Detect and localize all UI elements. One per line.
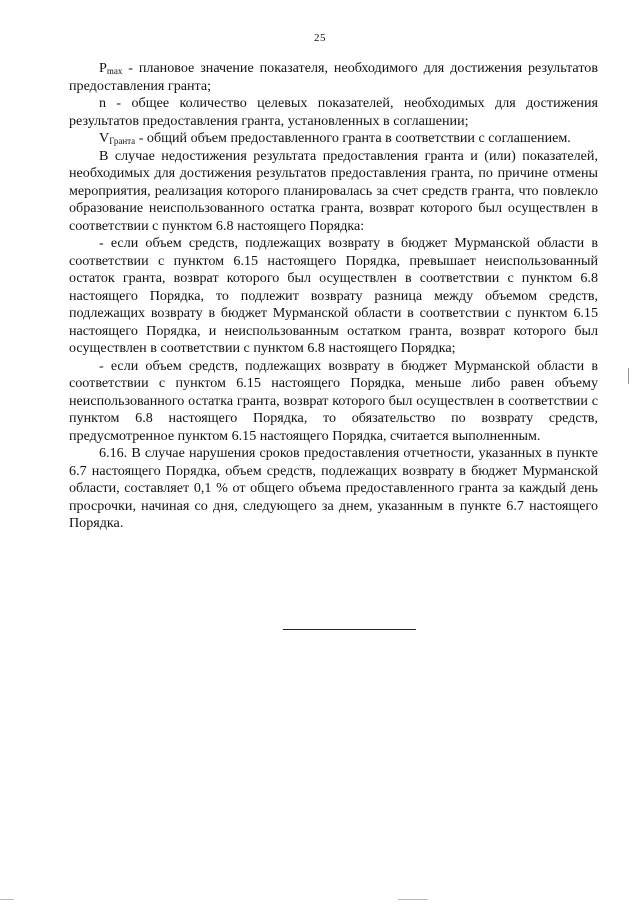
scan-bottom-mark-left: [0, 899, 14, 900]
legend-n: [69, 95, 598, 130]
paragraph-case-exceeds: - если объем средств, подлежащих возврату в бюджет Мурманской области в соответствии с пунктом 6.15 настоящего Порядка, превышает неиспользованный остаток гранта, возврат которого был осуществлен в соответствии с пунктом 6.8 настоящего Порядка, то подлежит возврату разница между объемом средств, подлежащих возврату в бюджет Мурманской области в соответствии с пунктом 6.15 настоящего Порядка, и неиспользованным остатком гранта, возврат которого был осуществлен в соответствии с пунктом 6.8 настоящего Порядка;: [69, 235, 598, 356]
legend-pmax: [69, 60, 598, 95]
symbol-v-subscript: Гранта: [109, 136, 136, 146]
symbol-p-subscript: max: [106, 66, 123, 76]
paragraph-6-16: 6.16. В случае нарушения сроков предоставления отчетности, указанных в пункте 6.7 настоящего Порядка, объем средств, подлежащих возврату в бюджет Мурманской области, составляет 0,1 % от общего объема предоставленного гранта за каждый день просрочки, начиная со дня, следующего за днем, указанным в пункте 6.7 настоящего Порядка.: [69, 445, 598, 531]
legend-vgrant: [69, 130, 598, 148]
paragraph-case-less: - если объем средств, подлежащих возврату в бюджет Мурманской области в соответствии с пунктом 6.15 настоящего Порядка, меньше либо равен объему неиспользованного остатка гранта, возврат которого был осуществлен в соответствии с пунктом 6.8 настоящего Порядка, то обязательство по возврату средств, предусмотренное пунктом 6.15 настоящего Порядка, считается выполненным.: [69, 357, 598, 444]
legend-n-text: - общее количество целевых показателей, необходимых для достижения результатов предоставления гранта, установленных в соглашении;: [69, 95, 598, 129]
paragraph-intro: В случае недостижения результата предоставления гранта и (или) показателей, необходимых для достижения результатов предоставления гранта, по причине отмены мероприятия, реализация которого планировалась за счет средств гранта, что повлекло образование неиспользованного остатка гранта, возврат которого был осуществлен в соответствии с пунктом 6.8 настоящего Порядка:: [69, 147, 598, 234]
page-number: 25: [314, 32, 326, 44]
closing-divider: [283, 629, 416, 630]
scan-bottom-mark-center: [398, 899, 428, 900]
legend-vgrant-text: - общий объем предоставленного гранта в соответствии с соглашением.: [135, 130, 571, 146]
legend-pmax-text: - плановое значение показателя, необходимого для достижения результатов предоставления гранта;: [69, 60, 598, 94]
scan-edge-mark: [628, 368, 629, 384]
symbol-n: n: [99, 95, 107, 111]
symbol-v: V: [99, 130, 110, 146]
document-body: [69, 60, 598, 533]
symbol-p: P: [99, 60, 107, 76]
